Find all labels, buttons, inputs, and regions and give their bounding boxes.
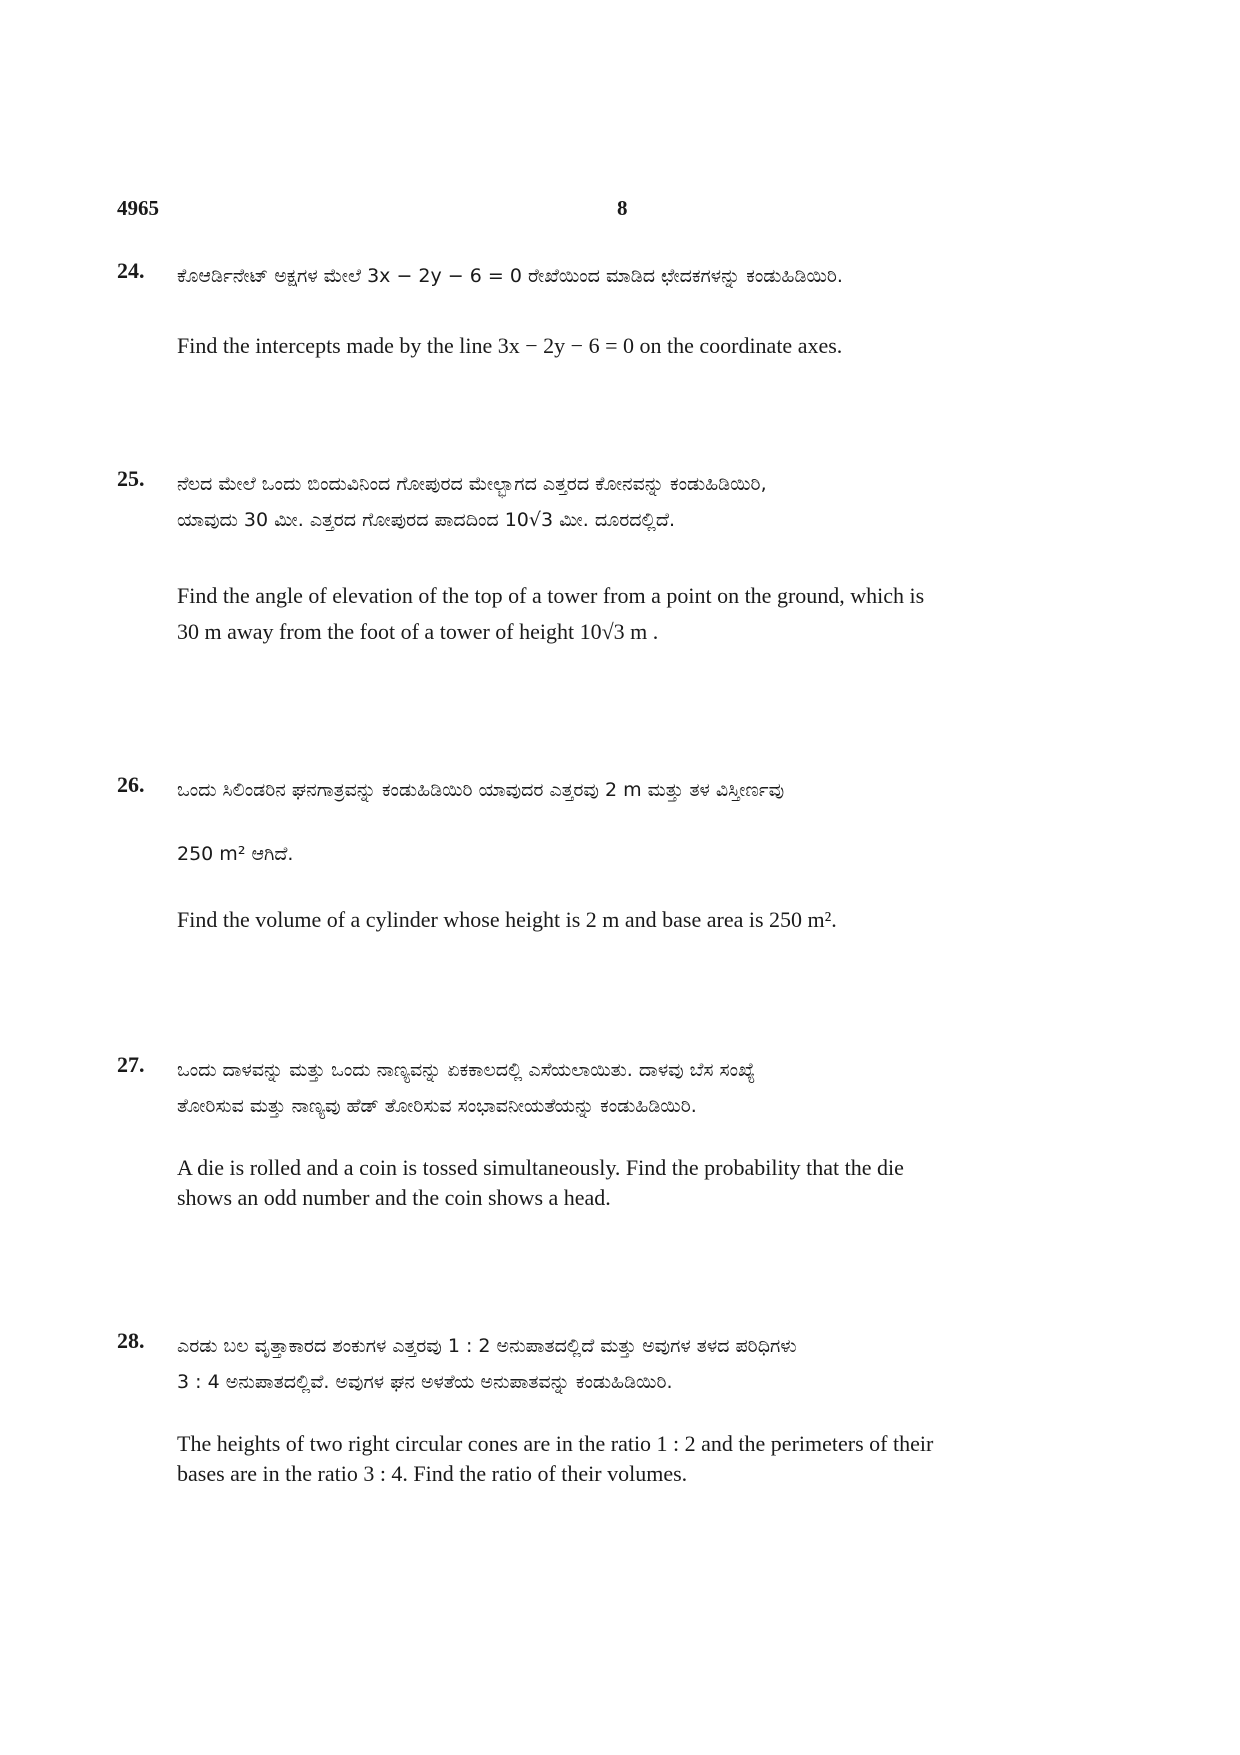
kannada-line: ಯಾವುದು 30 ಮೀ. ಎತ್ತರದ ಗೋಪುರದ ಪಾದದಿಂದ 10√3 ಮೀ. ದೂರದಲ್ಲಿದೆ. xyxy=(177,509,675,531)
kannada-line: 250 m² ಆಗಿದೆ. xyxy=(177,843,294,865)
question-number: 24. xyxy=(117,258,145,283)
page-header xyxy=(117,196,1117,226)
kannada-line: ತೋರಿಸುವ ಮತ್ತು ನಾಣ್ಯವು ಹೆಡ್ ತೋರಿಸುವ ಸಂಭಾವನೀಯತೆಯನ್ನು ಕಂಡುಹಿಡಿಯಿರಿ. xyxy=(177,1095,697,1117)
english-line: A die is rolled and a coin is tossed simultaneously. Find the probability that the die xyxy=(177,1155,904,1180)
english-line: 30 m away from the foot of a tower of height 10√3 m . xyxy=(177,619,659,644)
kannada-line: ಎರಡು ಬಲ ವೃತ್ತಾಕಾರದ ಶಂಕುಗಳ ಎತ್ತರವು 1 : 2 ಅನುಪಾತದಲ್ಲಿದೆ ಮತ್ತು ಅವುಗಳ ತಳದ ಪರಿಧಿಗಳು xyxy=(177,1335,797,1357)
english-line: Find the angle of elevation of the top of a tower from a point on the ground, which is xyxy=(177,583,925,608)
page-number: 8 xyxy=(617,196,628,220)
kannada-line: ನೆಲದ ಮೇಲೆ ಒಂದು ಬಿಂದುವಿನಿಂದ ಗೋಪುರದ ಮೇಲ್ಭಾಗದ ಎತ್ತರದ ಕೋನವನ್ನು ಕಂಡುಹಿಡಿಯಿರಿ, xyxy=(177,473,767,495)
question-body xyxy=(177,466,1077,650)
question-number: 25. xyxy=(117,466,145,491)
question-body xyxy=(177,1052,1077,1216)
english-line: Find the intercepts made by the line 3x − 2y − 6 = 0 on the coordinate axes. xyxy=(177,333,843,358)
question-body xyxy=(177,772,1077,938)
question-number: 27. xyxy=(117,1052,145,1077)
question-body xyxy=(177,258,1077,364)
kannada-line: ಒಂದು ಸಿಲಿಂಡರಿನ ಘನಗಾತ್ರವನ್ನು ಕಂಡುಹಿಡಿಯಿರಿ ಯಾವುದರ ಎತ್ತರವು 2 m ಮತ್ತು ತಳ ವಿಸ್ತೀರ್ಣವು xyxy=(177,779,785,801)
english-line: Find the volume of a cylinder whose height is 2 m and base area is 250 m². xyxy=(177,907,837,932)
paper-code: 4965 xyxy=(117,196,159,220)
english-line: bases are in the ratio 3 : 4. Find the ratio of their volumes. xyxy=(177,1461,688,1486)
question-number: 28. xyxy=(117,1328,145,1353)
kannada-line: ಕೊಆರ್ಡಿನೇಟ್ ಅಕ್ಷಗಳ ಮೇಲೆ 3x − 2y − 6 = 0 ರೇಖೆಯಿಂದ ಮಾಡಿದ ಛೇದಕಗಳನ್ನು ಕಂಡುಹಿಡಿಯಿರಿ. xyxy=(177,265,843,287)
question-body xyxy=(177,1328,1077,1492)
kannada-line: ಒಂದು ದಾಳವನ್ನು ಮತ್ತು ಒಂದು ನಾಣ್ಯವನ್ನು ಏಕಕಾಲದಲ್ಲಿ ಎಸೆಯಲಾಯಿತು. ದಾಳವು ಬೆಸ ಸಂಖ್ಯೆ xyxy=(177,1059,756,1081)
kannada-line: 3 : 4 ಅನುಪಾತದಲ್ಲಿವೆ. ಅವುಗಳ ಘನ ಅಳತೆಯ ಅನುಪಾತವನ್ನು ಕಂಡುಹಿಡಿಯಿರಿ. xyxy=(177,1371,673,1393)
english-line: shows an odd number and the coin shows a head. xyxy=(177,1185,611,1210)
question-number: 26. xyxy=(117,772,145,797)
english-line: The heights of two right circular cones are in the ratio 1 : 2 and the perimeters of their xyxy=(177,1431,934,1456)
